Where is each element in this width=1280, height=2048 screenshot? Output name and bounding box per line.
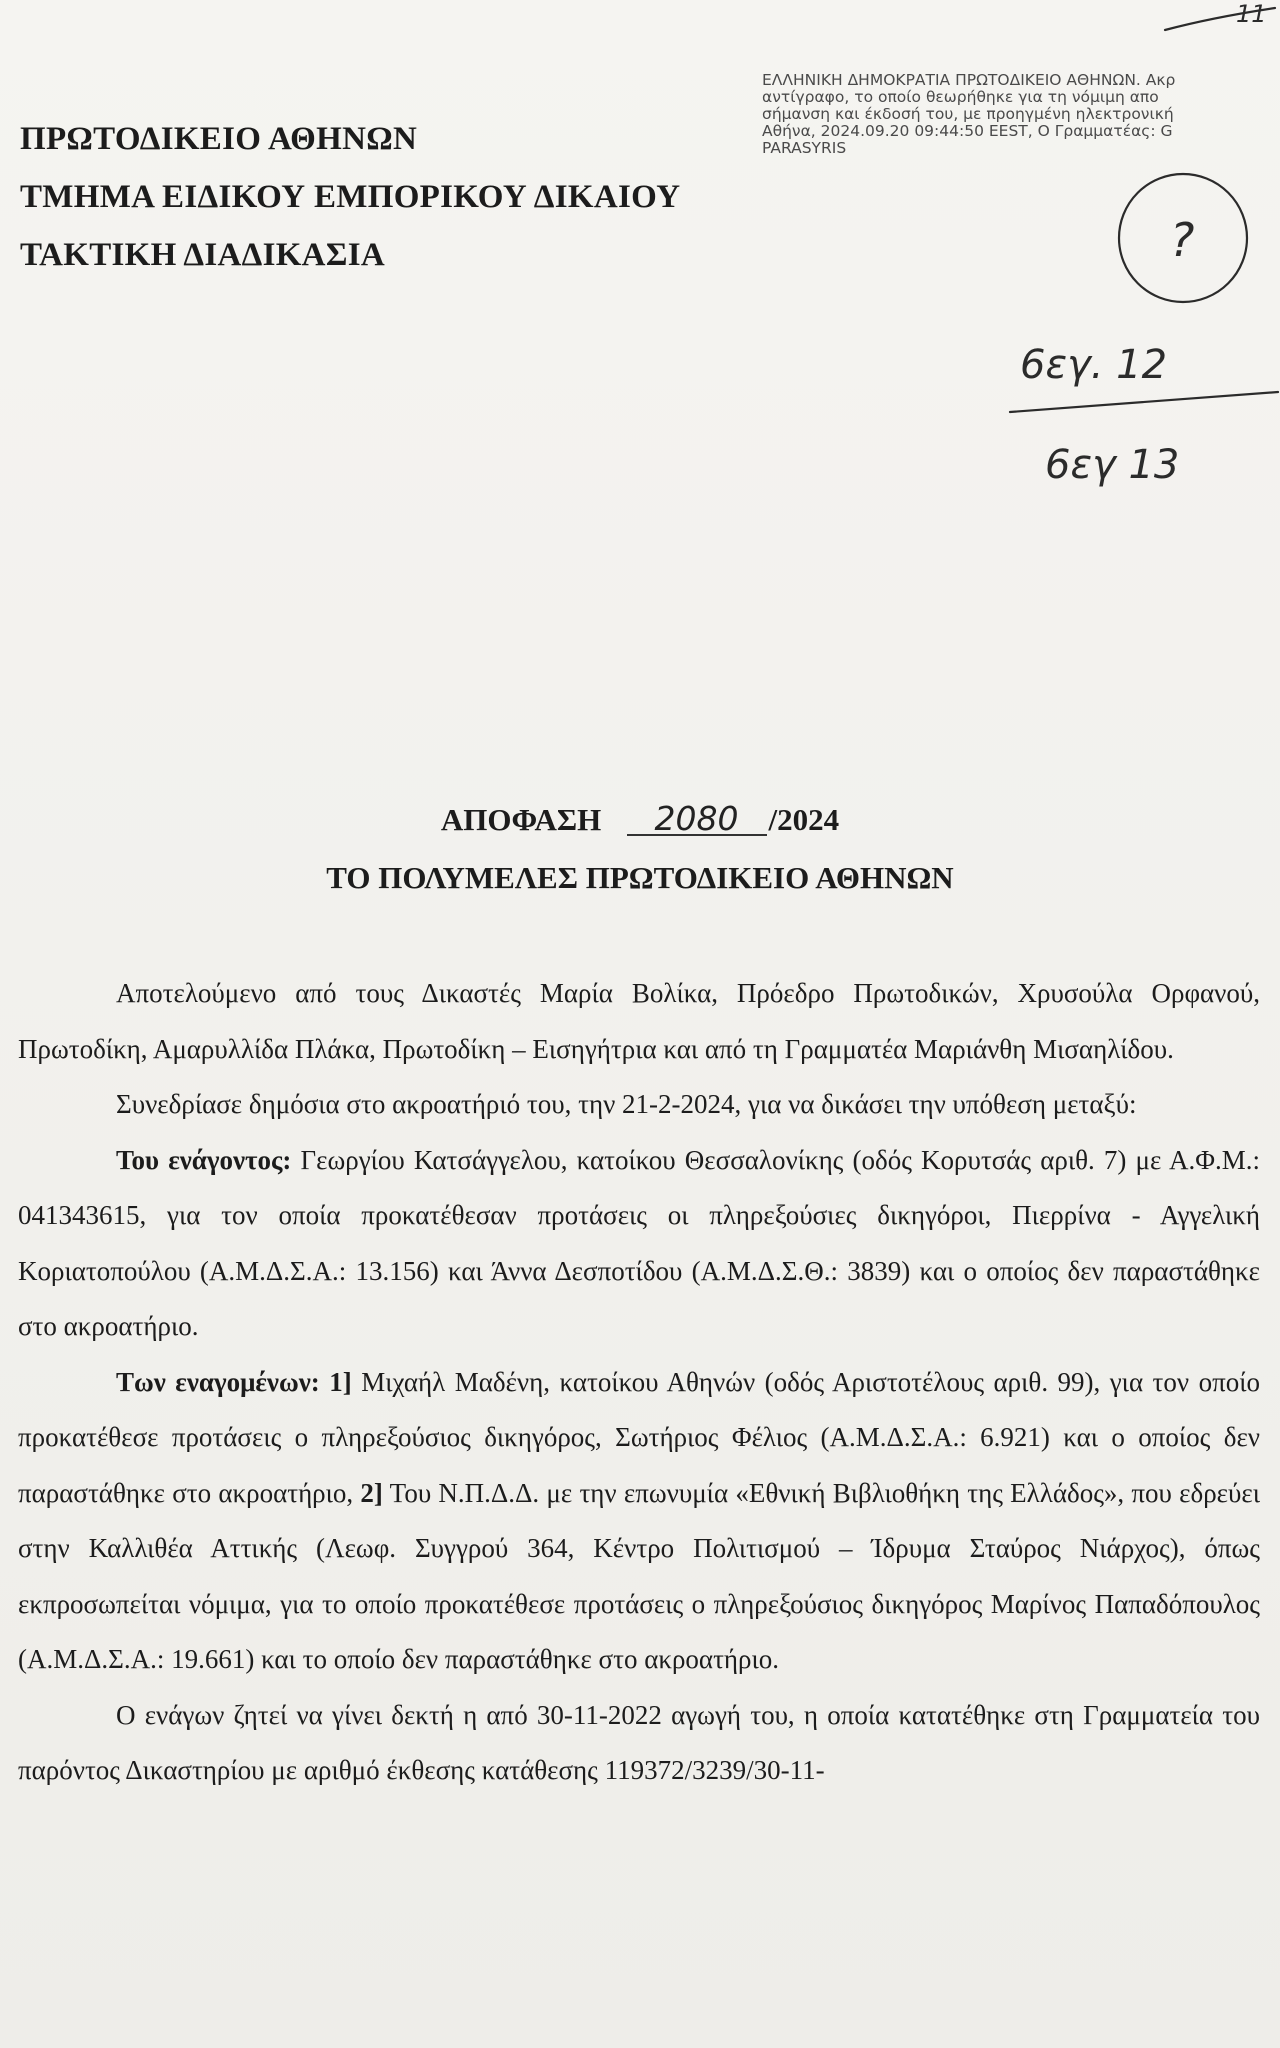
decision-year: /2024: [768, 802, 840, 837]
decision-number: 2080: [627, 804, 767, 836]
court-composition-title: ΤΟ ΠΟΛΥΜΕΛΕΣ ΠΡΩΤΟΔΙΚΕΙΟ ΑΘΗΝΩΝ: [326, 860, 954, 895]
claim-paragraph: Ο ενάγων ζητεί να γίνει δεκτή η από 30-11-2022 αγωγή του, η οποία κατατέθηκε στη Γραμματεία του παρόντος Δικαστηρίου με αριθμό έκθεσης κατάθεσης 119372/3239/30-11-: [18, 1699, 1260, 1785]
court-procedure: ΤΑΚΤΙΚΗ ΔΙΑΔΙΚΑΣΙΑ: [20, 237, 385, 273]
session-paragraph: Συνεδρίασε δημόσια στο ακροατήριό του, την 21-2-2024, για να δικάσει την υπόθεση μεταξύ:: [116, 1089, 1137, 1119]
stamp-line: αντίγραφο, το οποίο θεωρήθηκε για τη νόμιμη απο: [762, 88, 1159, 106]
stamp-line: σήμανση και έκδοσή του, με προηγμένη ηλεκτρονική: [762, 105, 1174, 123]
stamp-line: ΕΛΛΗΝΙΚΗ ΔΗΜΟΚΡΑΤΙΑ ΠΡΩΤΟΔΙΚΕΙΟ ΑΘΗΝΩΝ. Ακρ: [762, 72, 1176, 89]
court-department: ΤΜΗΜΑ ΕΙΔΙΚΟΥ ΕΜΠΟΡΙΚΟΥ ΔΙΚΑΙΟΥ: [20, 179, 681, 215]
stamp-line: PARASYRIS: [762, 139, 847, 157]
composition-paragraph: Αποτελούμενο από τους Δικαστές Μαρία Βολίκα, Πρόεδρο Πρωτοδικών, Χρυσούλα Ορφανού, Πρωτοδίκη, Αμαρυλλίδα Πλάκα, Πρωτοδίκη – Εισηγήτρια και από τη Γραμματέα Μαριάνθη Μισαηλίδου.: [18, 978, 1260, 1064]
fraction-top: 6εγ. 12: [1020, 342, 1168, 388]
fraction-bottom: 6εγ 13: [1045, 442, 1180, 488]
defendant-2-label: 2]: [360, 1477, 383, 1508]
plaintiff-text: Γεωργίου Κατσάγγελου, κατοίκου Θεσσαλονίκης (οδός Κορυτσάς αριθ. 7) με Α.Φ.Μ.: 041343615, για τον οποία προκατέθεσαν προτάσεις οι πληρεξούσιες δικηγόροι, Πιερρίνα - Αγγελική Κοριατοπούλου (Α.Μ.Δ.Σ.Α.: 13.156) και Άννα Δεσποτίδου (Α.Μ.Δ.Σ.Θ.: 3839) και ο οποίος δεν παραστάθηκε στο ακροατήριο.: [18, 1144, 1260, 1341]
defendant-2-text: Του Ν.Π.Δ.Δ. με την επωνυμία «Εθνική Βιβλιοθήκη της Ελλάδος», που εδρεύει στην Καλλιθέα Αττικής (Λεωφ. Συγγρού 364, Κέντρο Πολιτισμού – Ίδρυμα Σταύρος Νιάρχος), όπως εκπροσωπείται νόμιμα, για το οποίο προκατέθεσε προτάσεις ο πληρεξούσιος δικηγόρος Μαρίνος Παπαδόπουλος (Α.Μ.Δ.Σ.Α.: 19.661) και το οποίο δεν παραστάθηκε στο ακροατήριο.: [18, 1477, 1260, 1674]
decision-body: [18, 966, 1260, 1799]
fraction-line: [1010, 392, 1278, 412]
plaintiff-paragraph: [18, 1133, 1260, 1355]
decision-label: ΑΠΟΦΑΣΗ: [440, 802, 602, 837]
defendant-1-text: Μιχαήλ Μαδένη, κατοίκου Αθηνών (οδός Αριστοτέλους αριθ. 99), για τον οποίο προκατέθεσε προτάσεις ο πληρεξούσιος δικηγόρος, Σωτήριος Φέλιος (Α.Μ.Δ.Σ.Α.: 6.921) και ο οποίος δεν παραστάθηκε στο ακροατήριο,: [18, 1366, 1260, 1508]
decision-title: [0, 799, 1280, 838]
defendants-paragraph: [18, 1355, 1260, 1688]
defendants-label: Των εναγομένων: 1]: [116, 1366, 352, 1397]
court-name: ΠΡΩΤΟΔΙΚΕΙΟ ΑΘΗΝΩΝ: [20, 121, 418, 157]
circled-mark: ?: [1170, 213, 1195, 267]
corner-mark: 11: [1236, 0, 1267, 28]
plaintiff-label: Του ενάγοντος:: [116, 1144, 292, 1175]
handwritten-annotations: [0, 0, 1280, 560]
stamp-line: Αθήνα, 2024.09.20 09:44:50 EEST, Ο Γραμματέας: G: [762, 122, 1173, 140]
